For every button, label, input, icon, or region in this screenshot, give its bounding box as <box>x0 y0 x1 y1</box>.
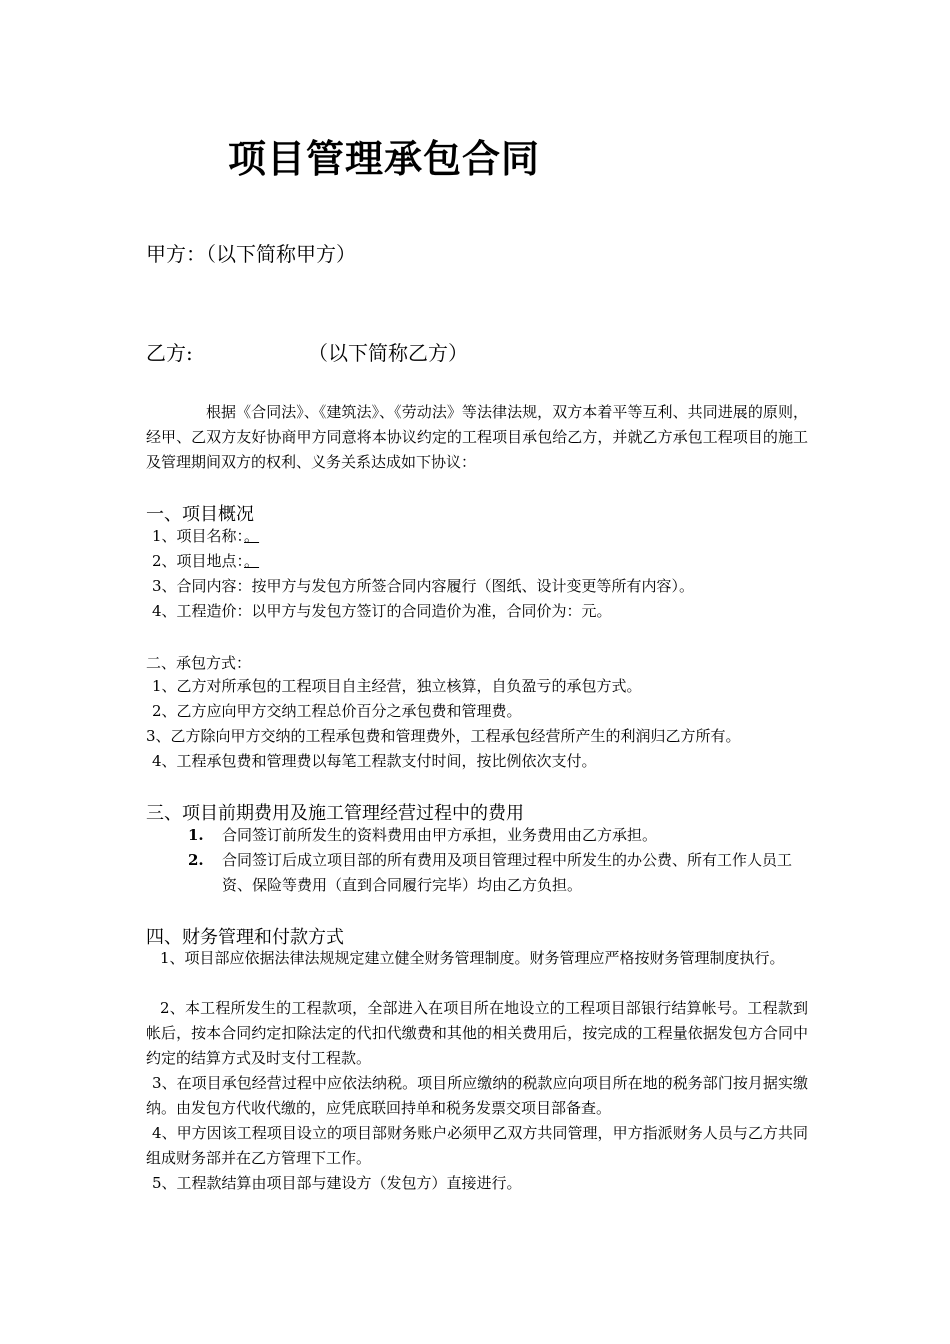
section3-heading: 三、项目前期费用及施工管理经营过程中的费用 <box>146 803 524 824</box>
section2-item-4: 4、工程承包费和管理费以每笔工程款支付时间，按比例依次支付。 <box>152 752 597 770</box>
party-b-line <box>146 337 468 366</box>
section4-item-5: 5、工程款结算由项目部与建设方（发包方）直接进行。 <box>152 1174 522 1192</box>
party-a-line: 甲方：（以下简称甲方） <box>146 242 356 266</box>
party-b-abbrev: （以下简称乙方） <box>308 341 468 365</box>
section1-item-3: 3、合同内容：按甲方与发包方所签合同内容履行（图纸、设计变更等所有内容）。 <box>152 577 695 595</box>
section1-heading: 一、项目概况 <box>146 504 254 525</box>
document-title: 项目管理承包合同 <box>228 136 541 181</box>
party-b-label: 乙方: <box>146 341 193 365</box>
section4-item-4: 4、甲方因该工程项目设立的项目部财务账户必须甲乙双方共同管理，甲方指派财务人员与乙方共同组成财务部并在乙方管理下工作。 <box>146 1124 808 1167</box>
section3-item-2-text: 合同签订后成立项目部的所有费用及项目管理过程中所发生的办公费、所有工作人员工资、保险等费用（直到合同履行完毕）均由乙方负担。 <box>222 851 793 894</box>
section2-heading: 二、承包方式： <box>146 654 252 672</box>
section2-item-3: 3、乙方除向甲方交纳的工程承包费和管理费外，工程承包经营所产生的利润归乙方所有。 <box>146 727 741 745</box>
section3-item-1-text: 合同签订前所发生的资料费用由甲方承担，业务费用由乙方承担。 <box>222 826 658 844</box>
section4-item-3: 3、在项目承包经营过程中应依法纳税。项目所应缴纳的税款应向项目所在地的税务部门按月据实缴纳。由发包方代收代缴的，应凭底联回持单和税务发票交项目部备查。 <box>146 1074 808 1117</box>
project-name-blank: 。 <box>244 527 260 545</box>
section4-item-1: 1、项目部应依据法律法规规定建立健全财务管理制度。财务管理应严格按财务管理制度执行。 <box>160 949 785 967</box>
section4-heading: 四、财务管理和付款方式 <box>146 927 344 948</box>
section4-item-2: 2、本工程所发生的工程款项，全部进入在项目所在地设立的工程项目部银行结算帐号。工程款到帐后，按本合同约定扣除法定的代扣代缴费和其他的相关费用后，按完成的工程量依据发包方合同中约定的结算方式及时支付工程款。 <box>146 999 808 1067</box>
section1-item-1: 1、项目名称：。 <box>152 527 260 545</box>
section2-item-1: 1、乙方对所承包的工程项目自主经营，独立核算，自负盈亏的承包方式。 <box>152 677 642 695</box>
section1-item-2: 2、项目地点：。 <box>152 552 260 570</box>
section1-item-4: 4、工程造价：以甲方与发包方签订的合同造价为准，合同价为：元。 <box>152 602 612 620</box>
section2-item-2: 2、乙方应向甲方交纳工程总价百分之承包费和管理费。 <box>152 702 522 720</box>
section3-item-1-number: 1. <box>188 826 204 844</box>
project-location-blank: 。 <box>244 552 260 570</box>
intro-paragraph: 根据《合同法》、《建筑法》、《劳动法》等法律法规，双方本着平等互利、共同进展的原则，经甲、乙双方友好协商甲方同意将本协议约定的工程项目承包给乙方，并就乙方承包工程项目的施工及管理期间双方的权利、义务关系达成如下协议： <box>146 403 808 471</box>
section3-item-2-number: 2. <box>188 851 204 869</box>
